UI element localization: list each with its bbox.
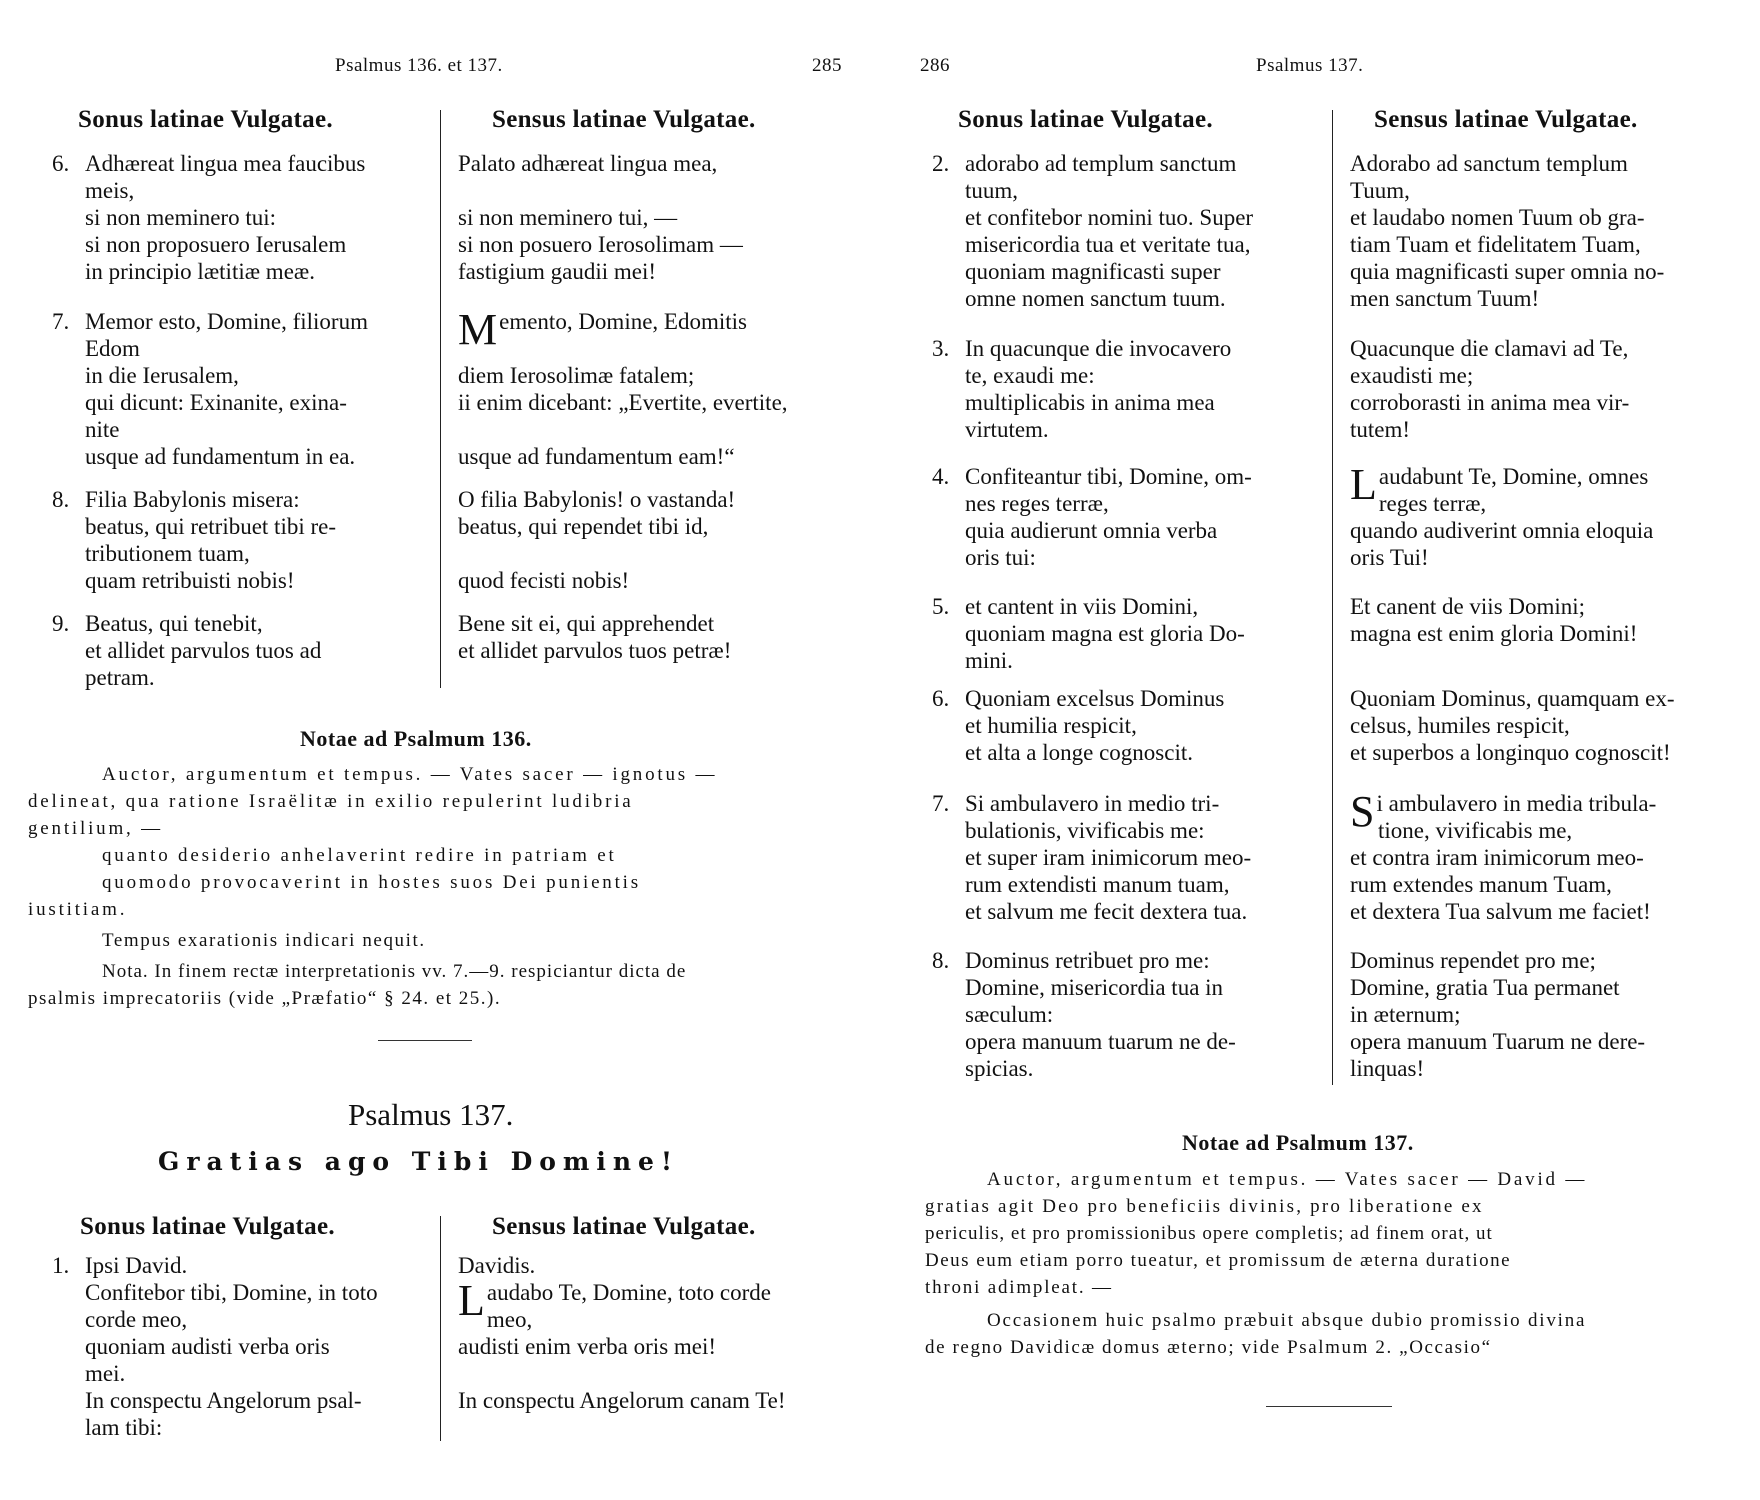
text-line: in die Ierusalem,: [85, 363, 239, 388]
text-line: mini.: [965, 648, 1013, 673]
text-line: quoniam magna est gloria Do-: [965, 621, 1245, 646]
verse-number: 6.: [52, 151, 70, 176]
text-line: Quoniam Dominus, quamquam ex-: [1350, 686, 1675, 711]
text-line: rum extendes manum Tuam,: [1350, 872, 1612, 897]
text-line: men sanctum Tuum!: [1350, 286, 1540, 311]
text-line: et allidet parvulos tuos petræ!: [458, 638, 732, 663]
text-line: Quoniam excelsus Dominus: [965, 686, 1225, 711]
text-line: quia audierunt omnia verba: [965, 518, 1218, 543]
text-line: si non proposuero Ierusalem: [85, 232, 347, 257]
verse-sonus: [85, 308, 368, 470]
text-line: rum extendisti manum tuam,: [965, 872, 1230, 897]
text-line: Edom: [85, 336, 140, 361]
running-title: Psalmus 136. et 137.: [335, 55, 503, 76]
text-line: et salvum me fecit dextera tua.: [965, 899, 1248, 924]
text-line: reges terræ,: [1378, 491, 1487, 516]
text-line: usque ad fundamentum in ea.: [85, 444, 356, 469]
drop-initial: L: [458, 1276, 485, 1325]
verse-number: 1.: [52, 1253, 70, 1278]
column-divider: [440, 110, 441, 688]
verse-number: 7.: [52, 309, 70, 334]
text-line: in æternum;: [1350, 1002, 1461, 1027]
text-line: Ipsi David.: [85, 1253, 188, 1278]
drop-initial: S: [1350, 787, 1375, 836]
text-line: oris Tui!: [1350, 545, 1429, 570]
text-line: et alta a longe cognoscit.: [965, 740, 1194, 765]
text-line: et allidet parvulos tuos ad: [85, 638, 322, 663]
text-line: si non posuero Ierosolimam —: [458, 232, 743, 257]
psalm-title: Psalmus 137.: [348, 1097, 514, 1132]
line-gap: [458, 177, 743, 204]
text-line: exaudisti me;: [1350, 363, 1474, 388]
note-line: delineat, qua ratione Israëlitæ in exilio repulerint ludibria: [28, 791, 634, 812]
text-line: qui dicunt: Exinanite, exina-: [85, 390, 347, 415]
verse-number: 4.: [932, 464, 950, 489]
verse-sonus: [85, 486, 336, 594]
text-line: Dominus retribuet pro me:: [965, 948, 1210, 973]
text-line: Confitebor tibi, Domine, in toto: [85, 1280, 378, 1305]
text-line: linquas!: [1350, 1056, 1425, 1081]
note-line: Occasionem huic psalmo præbuit absque dubio promissio divina: [987, 1310, 1587, 1331]
text-line: et cantent in viis Domini,: [965, 594, 1199, 619]
notes-title: Notae ad Psalmum 136.: [300, 726, 532, 751]
section-rule: [378, 1040, 472, 1041]
text-line: celsus, humiles respicit,: [1350, 713, 1570, 738]
verse-number: 5.: [932, 594, 950, 619]
text-line: tributionem tuam,: [85, 541, 250, 566]
note-line: Auctor, argumentum et tempus. — Vates sacer — ignotus —: [102, 764, 718, 785]
text-line: et confitebor nomini tuo. Super: [965, 205, 1254, 230]
text-line: In conspectu Angelorum psal-: [85, 1388, 362, 1413]
text-line: beatus, qui retribuet tibi re-: [85, 514, 337, 539]
text-line: corroborasti in anima mea vir-: [1350, 390, 1630, 415]
verse-sensus: [458, 1252, 786, 1414]
notes-title: Notae ad Psalmum 137.: [1182, 1130, 1414, 1155]
verse-number: 2.: [932, 151, 950, 176]
text-line: ii enim dicebant: „Evertite, evertite,: [458, 390, 788, 415]
text-line-with-initial: [458, 305, 788, 354]
text-line: bulationis, vivificabis me:: [965, 818, 1205, 843]
text-line: quia magnificasti super omnia no-: [1350, 259, 1665, 284]
text-line: meo,: [486, 1307, 533, 1332]
section-rule: [1266, 1406, 1392, 1407]
text-line: fastigium gaudii mei!: [458, 259, 657, 284]
text-line: et laudabo nomen Tuum ob gra-: [1350, 205, 1645, 230]
running-title: Psalmus 137.: [1256, 55, 1364, 76]
column-heading-sensus: Sensus latinae Vulgatae.: [492, 1213, 756, 1240]
text-line: et dextera Tua salvum me faciet!: [1350, 899, 1651, 924]
text-line: omne nomen sanctum tuum.: [965, 286, 1226, 311]
text-line: tiam Tuam et fidelitatem Tuam,: [1350, 232, 1641, 257]
text-line: tione, vivificabis me,: [1378, 818, 1573, 843]
text-line: quando audiverint omnia eloquia: [1350, 518, 1654, 543]
text-line: opera manuum tuarum ne de-: [965, 1029, 1236, 1054]
line-gap: [458, 1360, 786, 1387]
text-line: et contra iram inimicorum meo-: [1350, 845, 1644, 870]
text-line: opera manuum Tuarum ne dere-: [1350, 1029, 1646, 1054]
verse-sensus: [458, 305, 788, 470]
text-line: oris tui:: [965, 545, 1036, 570]
column-divider: [440, 1216, 441, 1441]
verse-sensus: [1350, 150, 1664, 312]
text-line: Davidis.: [458, 1253, 536, 1278]
line-gap: [458, 540, 735, 567]
text-line: quoniam audisti verba oris: [85, 1334, 330, 1359]
text-line: petram.: [85, 665, 155, 690]
text-line: In quacunque die invocavero: [965, 336, 1232, 361]
text-line: Bene sit ei, qui apprehendet: [458, 611, 715, 636]
text-line: i ambulavero in media tribula-: [1376, 791, 1657, 816]
verse-sonus: [965, 685, 1224, 766]
verse-sensus: [1350, 947, 1645, 1082]
text-line: audisti enim verba oris mei!: [458, 1334, 717, 1359]
column-heading-sonus: Sonus latinae Vulgatae.: [958, 106, 1213, 133]
note-line: Nota. In finem rectæ interpretationis vv. 7.—9. respiciantur dicta de: [102, 961, 687, 982]
text-line: usque ad fundamentum eam!“: [458, 444, 735, 469]
column-heading-sonus: Sonus latinae Vulgatae.: [78, 106, 333, 133]
text-line: magna est enim gloria Domini!: [1350, 621, 1638, 646]
text-line: Confiteantur tibi, Domine, om-: [965, 464, 1252, 489]
text-line: et superbos a longinquo cognoscit!: [1350, 740, 1671, 765]
verse-sonus: [965, 790, 1251, 925]
text-line: sæculum:: [965, 1002, 1054, 1027]
text-line: adorabo ad templum sanctum: [965, 151, 1237, 176]
note-line: Deus eum etiam porro tueatur, et promissum de æterna duratione: [925, 1250, 1512, 1271]
note-line: psalmis imprecatoriis (vide „Præfatio“ § 24. et 25.).: [28, 988, 502, 1009]
verse-number: 7.: [932, 791, 950, 816]
drop-initial: M: [458, 305, 498, 354]
verse-sonus: [965, 463, 1252, 571]
verse-number: 9.: [52, 611, 70, 636]
verse-sensus: [1350, 787, 1657, 925]
text-line: quoniam magnificasti super: [965, 259, 1221, 284]
verse-sonus: [965, 150, 1253, 312]
text-line: lam tibi:: [85, 1415, 163, 1440]
right-page: [880, 0, 1760, 1500]
text-line: Beatus, qui tenebit,: [85, 611, 263, 636]
note-line: gentilium, —: [28, 818, 163, 839]
text-line: quam retribuisti nobis!: [85, 568, 295, 593]
note-line: quanto desiderio anhelaverint redire in patriam et: [102, 845, 617, 866]
text-line: in principio lætitiæ meæ.: [85, 259, 315, 284]
column-heading-sensus: Sensus latinae Vulgatae.: [492, 106, 756, 133]
text-line: Domine, misericordia tua in: [965, 975, 1224, 1000]
text-line: O filia Babylonis! o vastanda!: [458, 487, 736, 512]
psalm-subtitle: Gratias ago Tibi Domine!: [158, 1147, 679, 1176]
verse-sensus: [1350, 335, 1629, 443]
text-line: Adhæreat lingua mea faucibus: [85, 151, 366, 176]
text-line: tuum,: [965, 178, 1019, 203]
text-line: audabo Te, Domine, toto corde: [486, 1280, 771, 1305]
verse-number: 8.: [52, 487, 70, 512]
notes-137-text: [925, 1166, 1745, 1361]
page-number: 286: [920, 55, 950, 76]
text-line: mei.: [85, 1361, 126, 1386]
page-number: 285: [812, 55, 842, 76]
text-line: Et canent de viis Domini;: [1350, 594, 1586, 619]
text-line: et humilia respicit,: [965, 713, 1137, 738]
text-line: Memor esto, Domine, filiorum: [85, 309, 368, 334]
note-line: Auctor, argumentum et tempus. — Vates sacer — David —: [987, 1169, 1588, 1190]
column-divider: [1332, 110, 1333, 1085]
text-line: beatus, qui rependet tibi id,: [458, 514, 709, 539]
text-line: Tuum,: [1350, 178, 1410, 203]
drop-initial: L: [1350, 460, 1377, 509]
note-line: periculis, et pro promissionibus opere completis; ad finem orat, ut: [925, 1223, 1493, 1244]
text-line: Filia Babylonis misera:: [85, 487, 300, 512]
verse-number: 6.: [932, 686, 950, 711]
text-line: Dominus rependet pro me;: [1350, 948, 1596, 973]
note-line: de regno Davidicæ domus æterno; vide Psalmum 2. „Occasio“: [925, 1337, 1492, 1358]
text-line: nite: [85, 417, 120, 442]
verse-number: 8.: [932, 948, 950, 973]
text-line: Si ambulavero in medio tri-: [965, 791, 1220, 816]
text-line: misericordia tua et veritate tua,: [965, 232, 1251, 257]
text-line: Adorabo ad sanctum templum: [1350, 151, 1628, 176]
note-line: Tempus exarationis indicari nequit.: [102, 930, 426, 951]
note-line: gratias agit Deo pro beneficiis divinis, pro liberatione ex: [925, 1196, 1484, 1217]
text-line: meis,: [85, 178, 135, 203]
verse-number: 3.: [932, 336, 950, 361]
verse-sonus: [85, 610, 321, 691]
text-line: corde meo,: [85, 1307, 188, 1332]
verse-sonus: [965, 947, 1236, 1082]
note-line: quomodo provocaverint in hostes suos Dei punientis: [102, 872, 641, 893]
text-line: et super iram inimicorum meo-: [965, 845, 1252, 870]
note-line: throni adimpleat. —: [925, 1277, 1113, 1298]
text-line: quod fecisti nobis!: [458, 568, 630, 593]
text-line: audabunt Te, Domine, omnes: [1378, 464, 1649, 489]
text-line: multiplicabis in anima mea: [965, 390, 1215, 415]
text-line: In conspectu Angelorum canam Te!: [458, 1388, 786, 1413]
verse-sonus: [85, 150, 365, 285]
verse-sensus: [458, 150, 743, 285]
verse-sonus: [965, 335, 1231, 443]
text-line: diem Ierosolimæ fatalem;: [458, 363, 695, 388]
verse-sensus: [1350, 685, 1675, 766]
text-line: spicias.: [965, 1056, 1034, 1081]
text-line: si non meminero tui, —: [458, 205, 678, 230]
text-line: Palato adhæreat lingua mea,: [458, 151, 718, 176]
text-line: si non meminero tui:: [85, 205, 277, 230]
text-line: emento, Domine, Edomitis: [499, 309, 747, 334]
verse-sonus: [85, 1252, 378, 1441]
verse-sensus: [1350, 593, 1637, 647]
text-line: Domine, gratia Tua permanet: [1350, 975, 1620, 1000]
text-line: te, exaudi me:: [965, 363, 1095, 388]
verse-sensus: [458, 610, 731, 664]
text-line: virtutem.: [965, 417, 1049, 442]
column-heading-sonus: Sonus latinae Vulgatae.: [80, 1213, 335, 1240]
column-heading-sensus: Sensus latinae Vulgatae.: [1374, 106, 1638, 133]
line-gap: [458, 416, 788, 443]
verse-sonus: [965, 593, 1245, 674]
text-line: tutem!: [1350, 417, 1411, 442]
verse-sensus: [1350, 460, 1654, 571]
notes-136-text: [28, 761, 848, 1012]
line-gap: [458, 335, 788, 362]
text-line: Quacunque die clamavi ad Te,: [1350, 336, 1629, 361]
text-line: nes reges terræ,: [965, 491, 1109, 516]
note-line: iustitiam.: [28, 899, 128, 920]
verse-sensus: [458, 486, 735, 594]
